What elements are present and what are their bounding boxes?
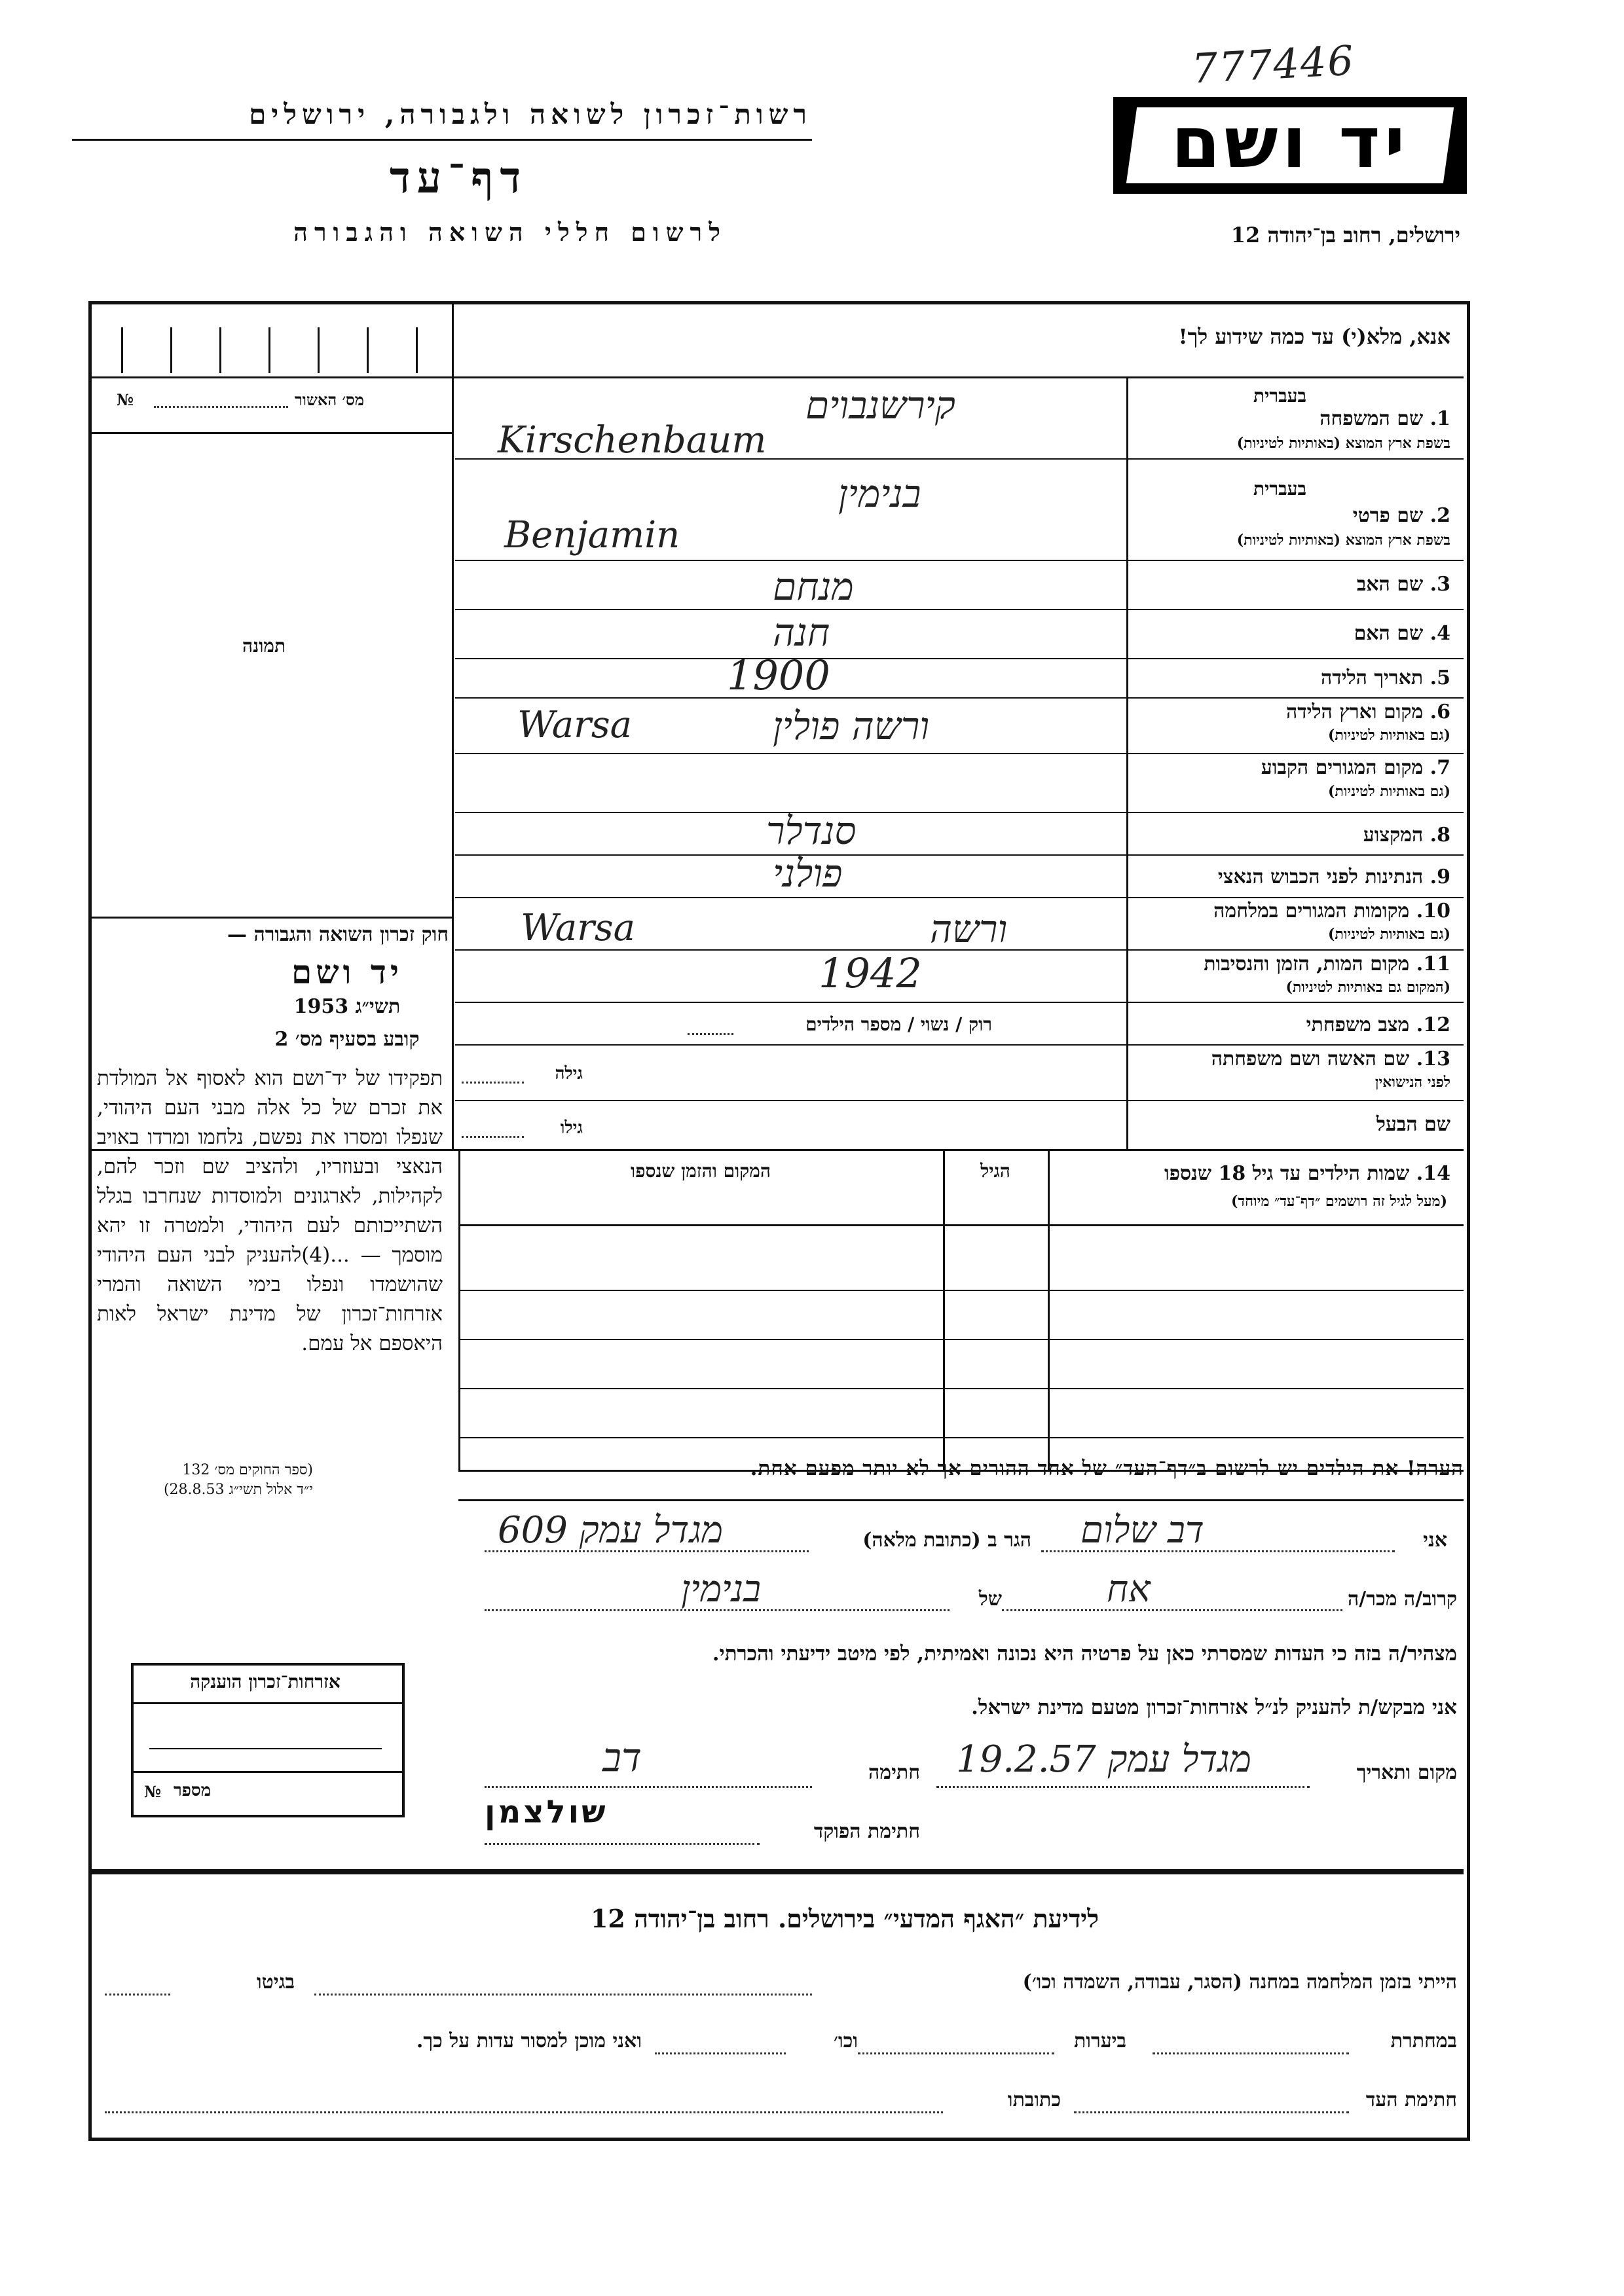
children-place-header: המקום והזמן שנספו [631,1160,771,1182]
officer-stamp: שולצמן [485,1794,608,1831]
logo-text: יד ושם [1171,102,1409,184]
field-1-label-text: שם המשפחה [1320,407,1424,430]
field-8-value[interactable]: סנדלר [766,809,857,853]
field-13-sub: לפני הנישואין [1375,1074,1450,1091]
field-3-label [1357,573,1450,596]
footer-line1: הייתי בזמן המלחמה במחנה (הסגר, עבודה, השמדה וכו׳) [1022,1971,1457,1994]
children-label: 14. שמות הילדים עד גיל 18 שנספו [1164,1162,1450,1185]
camp-field[interactable] [314,1994,812,1995]
field-7-label [1261,756,1450,779]
law-source-2: י״ד אלול תשי״ג 28.8.53) [163,1482,313,1498]
field-6-sub: (גם באותיות לטיניות) [1327,727,1450,744]
row-divider-7 [455,812,1464,813]
field-5-num: 5. [1430,666,1450,689]
field-10-num: 10. [1416,900,1450,922]
field-2-hebrew-tag: בעברית [1253,478,1306,500]
children-header-divider [458,1224,1464,1226]
etc-field[interactable] [655,2052,786,2054]
footer-address: כתובתו [1007,2088,1061,2111]
declaration-name-value[interactable]: דב שלום [1080,1509,1204,1552]
field-13-label-text: שם האשה ושם משפחתה [1211,1048,1410,1070]
yad-vashem-logo [1113,97,1467,194]
instruction-text: אנא, מלא(י) עד כמה שידוע לך! [1178,324,1450,349]
field-8-label [1363,824,1450,847]
field-4-num: 4. [1430,622,1450,645]
field-10-value-latin[interactable]: Warsa [521,907,635,949]
law-year: תשי״ג 1953 [293,995,401,1018]
hideout-field[interactable] [1153,2052,1349,2054]
field-4-value[interactable]: חנה [773,610,830,655]
row-divider-13 [455,1100,1464,1101]
photo-label: תמונה [242,635,286,657]
no-symbol: № [117,390,134,409]
field-12-label [1306,1013,1450,1036]
footer-witness-sig: חתימת העד [1365,2088,1457,2111]
photo-divider [92,917,452,919]
citizenship-number-divider [131,1771,402,1773]
field-6-value[interactable]: ורשה פולין [773,704,930,748]
place-date-label: מקום ותאריך [1356,1761,1457,1784]
field-6-num: 6. [1430,701,1450,723]
husband-label: שם הבעל [1376,1113,1450,1136]
label-column-divider [1126,378,1128,1149]
declaration-request: אני מבקש/ת להעניק לנ״ל אזרחות־זכרון מטעם מדינת ישראל. [971,1696,1457,1719]
row-divider-14 [92,1149,1464,1151]
field-7-sub: (גם באותיות לטיניות) [1327,783,1450,800]
field-11-sub: (המקום גם באותיות לטיניות) [1285,979,1450,996]
form-subtitle: לרשום חללי השואה והגבורה [293,217,727,247]
institution-name: רשות־זכרון לשואה ולגבורה, ירושלים [249,98,812,130]
row-divider-3 [455,609,1464,610]
field-4-label [1354,622,1450,645]
field-11-label-text: מקום המות, הזמן והנסיבות [1204,953,1410,975]
field-10-sub: (גם באותיות לטיניות) [1327,926,1450,943]
field-9-value[interactable]: פולני [773,851,843,896]
field-5-value[interactable]: 1900 [727,651,830,699]
row-divider-12 [455,1044,1464,1046]
place-date-value[interactable]: מגדל עמק 19.2.57 [956,1738,1251,1781]
citizenship-line [149,1748,382,1749]
field-11-num: 11. [1416,953,1450,975]
children-row-2 [458,1339,1464,1340]
field-3-value[interactable]: מנחם [773,564,854,609]
law-name: יד ושם [291,953,403,991]
declaration-of-label: של [978,1588,1002,1611]
children-row-3 [458,1388,1464,1389]
field-1-value-hebrew[interactable]: קירשנבוים [805,383,955,428]
field-5-label-text: תאריך הלידה [1321,666,1424,689]
institution-address: ירושלים, רחוב בן־יהודה 12 [1230,223,1460,247]
field-13-num: 13. [1416,1048,1450,1070]
declaration-statement: מצהיר/ה בזה כי העדות שמסרתי כאן על פרטיה היא נכונה ואמיתית, לפי מיטב ידיעתי והכרתי. [712,1642,1457,1666]
field-8-label-text: המקצוע [1363,824,1424,847]
declaration-ani-label: אני [1423,1529,1447,1552]
footer-ready: ואני מוכן למסור עדות על כך. [416,2030,642,2052]
field-2-label [1353,504,1450,527]
children-sub: (מעל לגיל זה רושמים ״דף־עד״ מיוחד) [1230,1193,1447,1210]
field-13-label [1211,1048,1450,1070]
citizenship-title-divider [131,1702,402,1704]
ghetto-field[interactable] [105,1994,170,1995]
approval-no-field[interactable] [154,406,288,408]
children-col-divider-1 [943,1149,945,1470]
field-3-label-text: שם האב [1356,573,1424,596]
approval-divider [92,432,452,434]
law-text: תפקידו של יד־ושם הוא לאסוף אל המולדת את זכרם של כל אלה מבני העם היהודי, שנפלו ומסרו את נפשם, נלחמו ומרדו באויב הנאצי ובעוזריו, ולהציב שם וזכר להם, לקהילות, לארגונים ולמוסדות שנחרבו בגלל השתייכותם לעם היהודי, ולמטרה זו יהא מוסמך — ...(4)להעניק לבני העם היהודי שהושמדו ונפלו בימי השואה והמרי אזרחות־זכרון של מדינת ישראל לאות היאספם אל עמם. [97,1066,443,1355]
declaration-relative-label: קרוב/ה מכר/ה [1348,1588,1457,1611]
signature-value[interactable]: דב [602,1735,642,1781]
wife-age-label: גילה [555,1064,583,1084]
field-12-options[interactable]: רוק / נשוי / מספר הילדים [805,1013,992,1035]
row-divider-11 [455,1002,1464,1003]
approval-no-label: מס׳ האשור [295,390,364,409]
children-row-1 [458,1290,1464,1291]
field-6-value-latin[interactable]: Warsa [517,704,632,746]
instruction-divider [92,376,1464,378]
field-9-label [1218,866,1450,888]
field-9-label-text: הנתינות לפני הכבוש הנאצי [1217,866,1424,888]
declaration-of-value[interactable]: בנימין [681,1568,762,1611]
husband-age-label: גילו [560,1118,583,1138]
officer-signature-label: חתימת הפוקד [813,1820,920,1843]
declaration-resident-label: הגר ב (כתובת מלאה) [862,1529,1031,1552]
field-2-sub: בשפת ארץ המוצא (באותיות לטיניות) [1236,532,1450,549]
field-2-num: 2. [1430,504,1450,527]
citizenship-no-symbol: № [144,1782,162,1801]
field-5-label [1321,666,1450,689]
field-1-sub: בשפת ארץ המוצא (באותיות לטיניות) [1236,435,1450,452]
footer-divider [92,1869,1464,1874]
left-panel-divider-lower [458,1149,460,1470]
field-7-num: 7. [1430,756,1450,779]
wife-age-field[interactable] [462,1082,524,1084]
footer-ghetto: בגיטו [256,1971,295,1994]
form-title: דף־עד [389,152,528,203]
footer-forests: ביערות [1073,2030,1126,2052]
field-12-num: 12. [1416,1013,1450,1036]
forests-field[interactable] [858,2052,1054,2054]
citizenship-box-title: אזרחות־זכרון הוענקה [190,1671,341,1692]
field-9-num: 9. [1430,866,1450,888]
signature-field[interactable] [485,1786,812,1788]
declaration-address-field[interactable] [485,1550,809,1552]
witness-sig-field[interactable] [1074,2111,1349,2113]
field-10-label-text: מקומות המגורים במלחמה [1213,900,1410,922]
field-3-num: 3. [1430,573,1450,596]
field-1-value-latin[interactable]: Kirschenbaum [498,419,767,462]
footer-hideout: במחתרת [1390,2030,1457,2052]
note-divider [458,1499,1464,1501]
field-1-hebrew-tag: בעברית [1253,385,1306,407]
field-2-value-hebrew[interactable]: בנימין [838,471,921,516]
officer-signature-field[interactable] [485,1843,760,1845]
field-10-value[interactable]: ורשה [930,907,1008,951]
row-divider-8 [455,854,1464,856]
footer-title: לידיעת ״האגף המדעי״ בירושלים. רחוב בן־יהודה 12 [590,1904,1099,1933]
field-10-label [1213,900,1450,922]
declaration-relative-field[interactable] [1002,1609,1342,1611]
field-12-label-text: מצב משפחתי [1306,1013,1410,1036]
field-4-label-text: שם האם [1354,622,1424,645]
law-source-1: (ספר החוקים מס׳ 132 [182,1462,313,1478]
row-divider-6 [455,753,1464,754]
declaration-relative-value[interactable]: אח [1107,1568,1151,1611]
signature-label: חתימה [868,1761,920,1784]
row-divider-9 [455,897,1464,898]
declaration-address-value[interactable]: מגדל עמק 609 [498,1509,724,1552]
field-1-label [1320,407,1450,430]
field-2-value-latin[interactable]: Benjamin [504,514,680,556]
field-6-label-text: מקום וארץ הלידה [1285,701,1424,723]
note-text: הערה! את הילדים יש לרשום ב״דף־העד״ של אחד ההורים אך לא יותר מפעם אחת. [750,1457,1464,1480]
declaration-of-field[interactable] [485,1609,950,1611]
law-clause: קובע בסעיף מס׳ 2 [274,1028,420,1051]
field-11-label [1204,953,1450,975]
children-count-field[interactable] [688,1033,733,1035]
law-title: חוק זכרון השואה והגבורה — [227,923,449,946]
row-divider-4 [455,658,1464,659]
field-8-num: 8. [1430,824,1450,847]
place-date-field[interactable] [936,1786,1310,1788]
office-use-strip [92,308,452,376]
witness-address-field[interactable] [105,2111,943,2113]
header-divider [72,139,812,141]
citizenship-number-label: מספר [174,1781,212,1800]
field-6-label [1286,701,1450,723]
reference-number: 777446 [1190,36,1356,93]
footer-etc: וכו׳ [834,2030,858,2052]
husband-age-field[interactable] [462,1136,524,1138]
field-1-num: 1. [1430,407,1450,430]
left-panel-divider [452,304,454,1149]
field-7-label-text: מקום המגורים הקבוע [1261,756,1424,779]
children-age-header: הגיל [980,1160,1010,1182]
declaration-name-field[interactable] [1041,1550,1395,1552]
children-col-divider-2 [1048,1149,1050,1470]
field-2-label-text: שם פרטי [1352,504,1424,527]
field-11-value[interactable]: 1942 [819,949,922,997]
children-row-4 [458,1437,1464,1438]
row-divider-2 [455,560,1464,561]
row-divider-5 [455,697,1464,699]
